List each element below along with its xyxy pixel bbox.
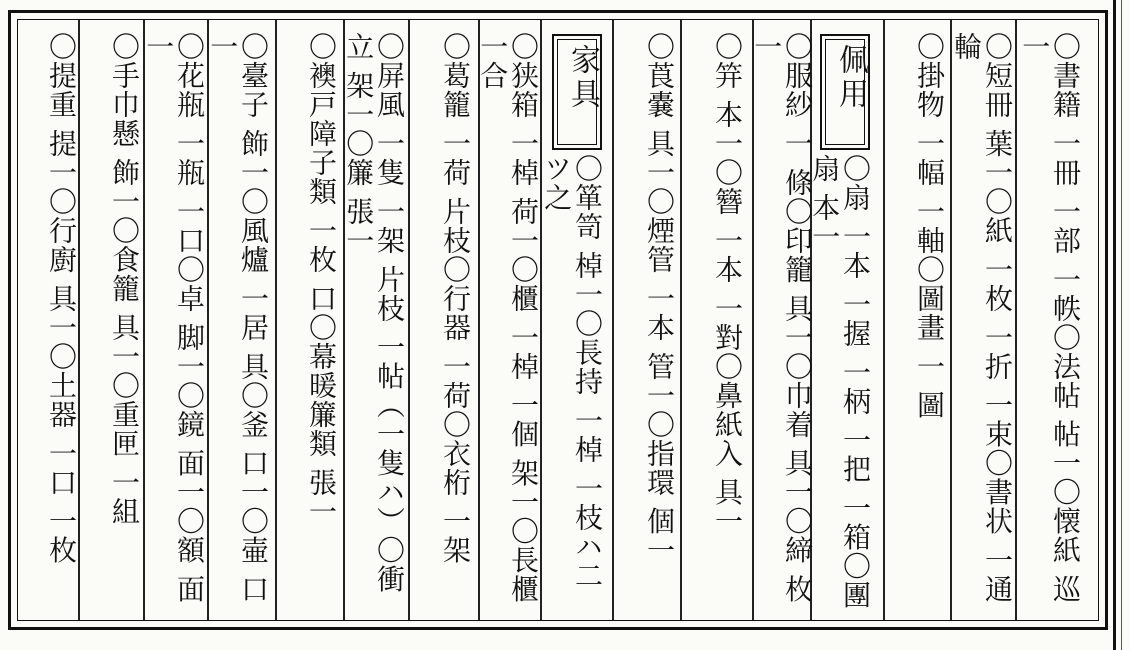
section-header-box — [820, 34, 870, 150]
column-text: 〇服紗 一 條〇印籠 具一〇巾着 具一〇締 枚一 — [750, 32, 814, 604]
column-divider — [752, 20, 754, 620]
column-text: 〇扇 一本 一握 一柄 一把 一箱〇團扇 本一 — [808, 154, 872, 610]
column-text: 〇箪笥 棹一〇長持 一棹 一枝ハ二ツ之 — [540, 154, 604, 590]
entry-column-15 — [83, 20, 143, 620]
column-text: 〇提重 提一〇行廚 具一〇土器 一口 一枚 — [45, 32, 78, 565]
entry-column-12 — [280, 20, 340, 620]
entry-column-16 — [20, 20, 80, 620]
column-text: 〇笄 本一〇簪 一本 一對〇鼻紙入 具一 — [711, 32, 744, 536]
column-divider — [612, 20, 614, 620]
entry-column-7 — [618, 20, 678, 620]
column-text: 〇狭箱 一棹 荷一〇櫃 一棹 一個 架一〇長櫃 一合 — [476, 32, 540, 614]
section-header-box — [552, 34, 602, 150]
column-text: 〇短冊 葉一〇紙 一枚 一折 一束〇書状 一通 輪 — [950, 32, 1014, 614]
column-text: 〇屏風 一隻 一架 片枝 一帖（一隻ハ）〇衝立 架一〇簾 張一 — [342, 32, 406, 594]
column-text: 〇花瓶 一瓶 一口〇卓 脚一〇鏡 面一〇額 面一 — [142, 32, 206, 604]
column-text: 〇書籍 一冊 一部 一帙〇法帖 帖一〇懐紙 巡一 — [1018, 32, 1082, 604]
entry-column-3 — [888, 20, 948, 620]
column-text: 〇臺子 飾一〇風爐 一居 具〇釜 口一〇壷 口一 — [206, 32, 270, 604]
section-header: 家具 — [565, 44, 600, 112]
entry-column-6 — [686, 20, 746, 620]
column-divider — [680, 20, 682, 620]
column-text: 〇襖戸障子類 一枚 口〇幕暖簾類 張一 — [305, 32, 338, 526]
section-header: 佩用 — [833, 44, 868, 112]
entry-column-2 — [950, 20, 1016, 620]
entry-column-1 — [1018, 20, 1084, 620]
entry-column-4 — [808, 20, 874, 620]
column-divider — [408, 20, 410, 620]
entry-column-11 — [342, 20, 408, 620]
column-text: 〇手巾懸 飾一〇食籠 具一〇重匣 一組 — [108, 32, 141, 526]
column-text: 〇莨嚢 具一〇煙管 一本 管一〇指環 個一 — [643, 32, 676, 565]
entry-column-5 — [750, 20, 816, 620]
right-edge-rule — [1113, 0, 1116, 650]
entry-column-13 — [206, 20, 272, 620]
right-edge-rule-thin — [1121, 0, 1122, 650]
entry-column-14 — [142, 20, 208, 620]
column-text: 〇掛物 一幅 一軸〇圖畫 一 圖 — [913, 32, 946, 420]
entry-column-8 — [540, 20, 606, 620]
column-divider — [950, 20, 952, 620]
entry-column-10 — [414, 20, 474, 620]
column-divider — [275, 20, 277, 620]
entry-column-9 — [476, 20, 542, 620]
column-divider — [478, 20, 480, 620]
column-divider — [143, 20, 145, 620]
column-text: 〇葛籠 一荷 片枝〇行器 一荷〇衣桁 一架 — [439, 32, 472, 565]
column-divider — [883, 20, 885, 620]
